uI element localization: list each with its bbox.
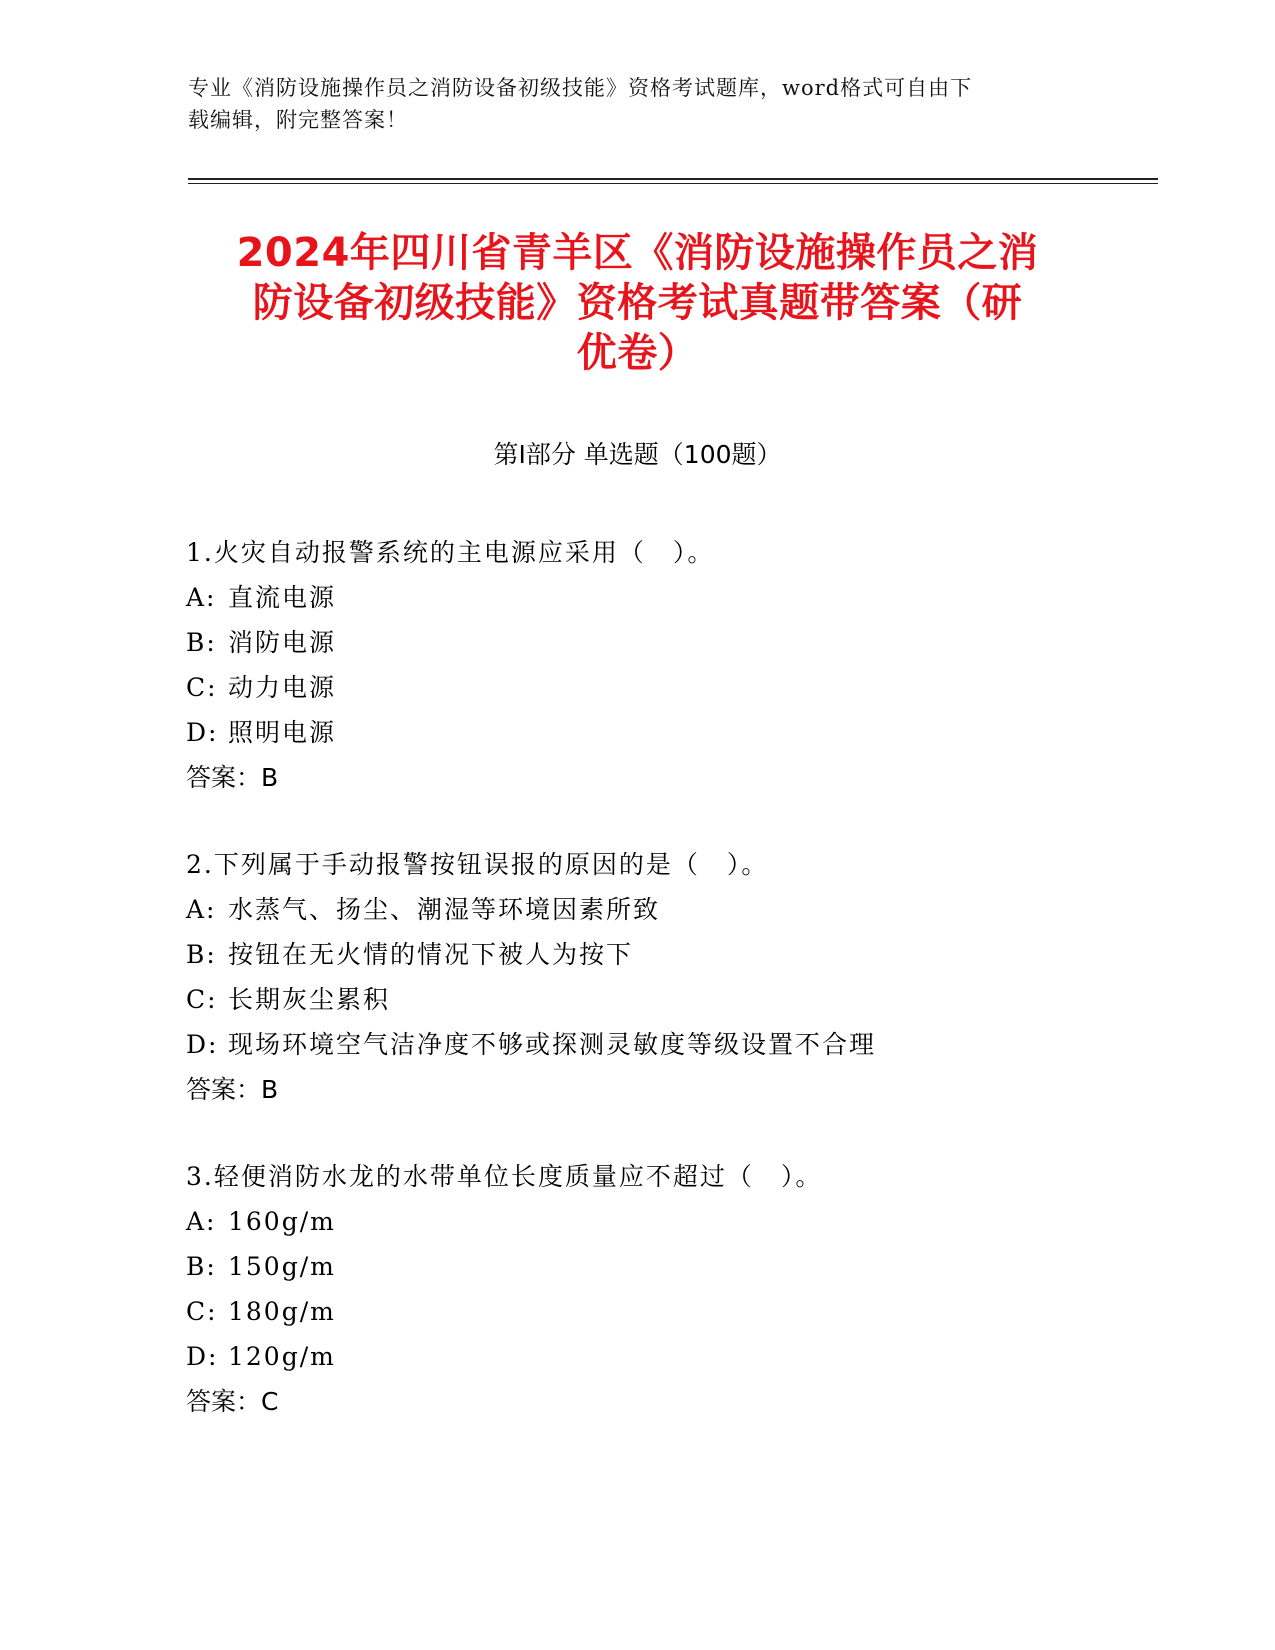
intro-line-1: 专业《消防设施操作员之消防设备初级技能》资格考试题库，word格式可自由下 xyxy=(188,76,973,100)
question-stem: 1.火灾自动报警系统的主电源应采用（ ）。 xyxy=(186,538,715,567)
option-text: 消防电源 xyxy=(228,628,337,657)
option-text: 150g/m xyxy=(228,1252,336,1281)
option-label: C: xyxy=(186,985,218,1014)
option-label: B: xyxy=(186,1252,217,1281)
option-b xyxy=(186,620,1166,665)
option-label: A: xyxy=(186,583,217,612)
section-title: 第Ⅰ部分 单选题（100题） xyxy=(493,440,782,469)
option-text: 160g/m xyxy=(228,1207,336,1236)
intro-text xyxy=(188,72,1068,136)
option-b xyxy=(186,932,1166,977)
option-d xyxy=(186,710,1166,755)
question-stem: 3.轻便消防水龙的水带单位长度质量应不超过（ ）。 xyxy=(186,1162,823,1191)
option-text: 动力电源 xyxy=(228,673,337,702)
option-c xyxy=(186,665,1166,710)
question-3 xyxy=(186,1154,1166,1424)
option-text: 长期灰尘累积 xyxy=(228,985,391,1014)
title-line-2: 防设备初级技能》资格考试真题带答案（研 xyxy=(252,280,1023,326)
question-1 xyxy=(186,530,1166,800)
option-text: 现场环境空气洁净度不够或探测灵敏度等级设置不合理 xyxy=(228,1030,877,1059)
header-divider-thin xyxy=(188,183,1158,184)
option-label: C: xyxy=(186,673,218,702)
title-line-3: 优卷） xyxy=(576,330,699,376)
option-text: 水蒸气、扬尘、潮湿等环境因素所致 xyxy=(228,895,661,924)
option-text: 照明电源 xyxy=(228,718,337,747)
question-2 xyxy=(186,842,1166,1112)
option-text: 180g/m xyxy=(228,1297,336,1326)
option-label: B: xyxy=(186,628,217,657)
option-b xyxy=(186,1244,1166,1289)
option-d xyxy=(186,1022,1166,1067)
option-d xyxy=(186,1334,1166,1379)
intro-line-2: 载编辑，附完整答案！ xyxy=(188,108,408,132)
option-label: A: xyxy=(186,895,217,924)
option-label: D: xyxy=(186,718,219,747)
option-c xyxy=(186,977,1166,1022)
option-text: 按钮在无火情的情况下被人为按下 xyxy=(228,940,634,969)
question-list xyxy=(186,530,1166,1424)
option-text: 120g/m xyxy=(228,1342,336,1371)
document-title xyxy=(160,228,1115,378)
answer: 答案：C xyxy=(186,1387,279,1416)
option-label: C: xyxy=(186,1297,218,1326)
answer: 答案：B xyxy=(186,763,279,792)
question-stem: 2.下列属于手动报警按钮误报的原因的是（ ）。 xyxy=(186,850,769,879)
option-label: D: xyxy=(186,1342,219,1371)
option-label: B: xyxy=(186,940,217,969)
option-a xyxy=(186,887,1166,932)
title-line-1: 2024年四川省青羊区《消防设施操作员之消 xyxy=(236,230,1039,276)
header-divider-thick xyxy=(188,178,1158,180)
option-a xyxy=(186,575,1166,620)
option-label: D: xyxy=(186,1030,219,1059)
option-a xyxy=(186,1199,1166,1244)
option-label: A: xyxy=(186,1207,217,1236)
option-text: 直流电源 xyxy=(228,583,337,612)
option-c xyxy=(186,1289,1166,1334)
answer: 答案：B xyxy=(186,1075,279,1104)
